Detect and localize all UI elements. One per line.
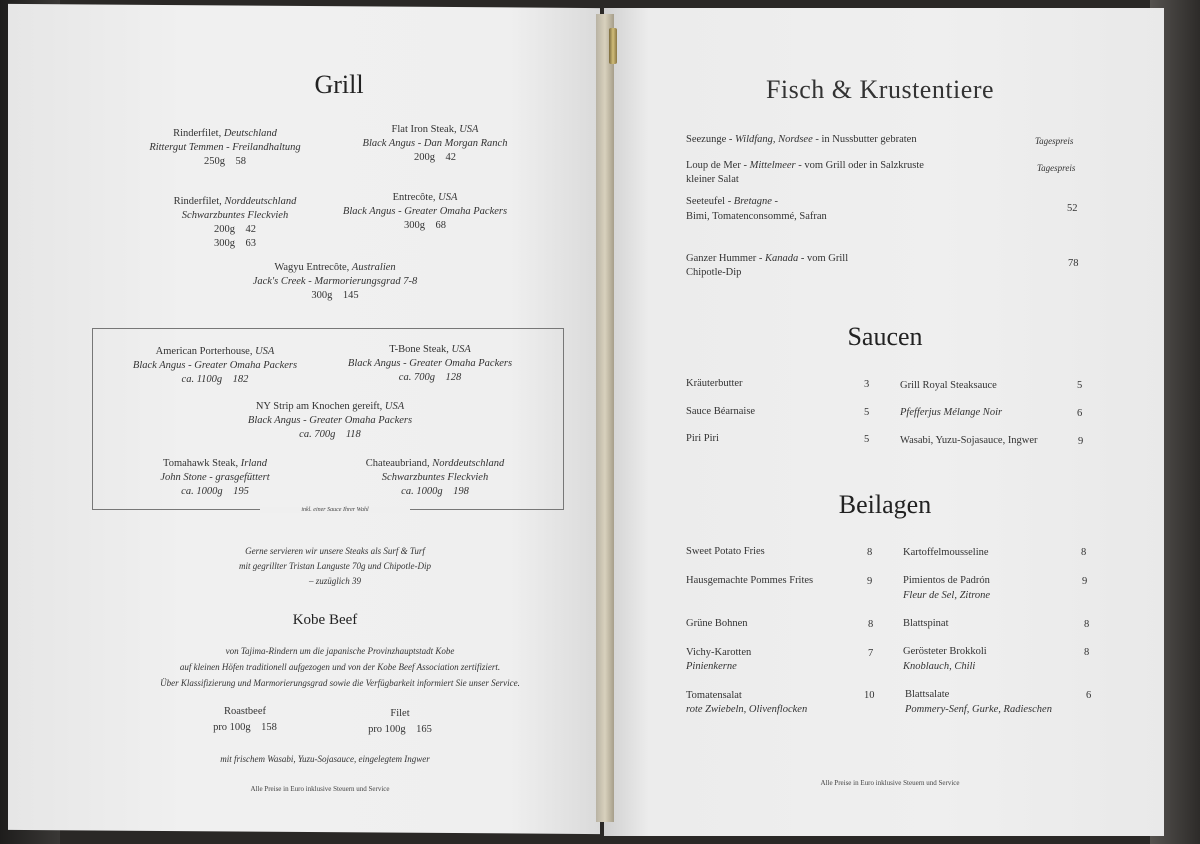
side-name: Pimientos de Padrón xyxy=(903,575,990,586)
kobe-item-price: pro 100g 158 xyxy=(213,722,277,733)
sauce-price: 5 xyxy=(864,434,870,445)
item-desc: Black Angus - Greater Omaha Packers xyxy=(247,415,413,426)
item-origin: Irland xyxy=(240,458,267,469)
item-rest: - in Nussbutter gebraten xyxy=(812,134,917,145)
item-name: Chateaubriand, xyxy=(365,458,430,469)
kobe-item-price: pro 100g 165 xyxy=(368,724,432,735)
item-portion: 200g 42 xyxy=(414,152,456,163)
menu-spine xyxy=(596,14,614,822)
item-name: NY Strip am Knochen gereift, xyxy=(255,401,383,412)
item-name: Tomahawk Steak, xyxy=(163,458,239,469)
sauce-name: Kräuterbutter xyxy=(686,378,743,389)
item-portion: 300g 68 xyxy=(404,220,446,231)
kobe-desc-line: Über Klassifizierung und Marmorierungsgrad sowie die Verfügbarkeit informiert Sie unser Service. xyxy=(160,678,520,688)
item-price: 78 xyxy=(1068,258,1079,269)
item-name: Wagyu Entrecôte, xyxy=(274,262,350,273)
side-price: 9 xyxy=(1082,576,1088,587)
item-origin: USA xyxy=(459,124,479,135)
item-line2: Bimi, Tomatenconsommé, Safran xyxy=(686,211,827,222)
beilagen-title: Beilagen xyxy=(838,490,932,519)
item-detail: - Mittelmeer xyxy=(740,160,796,171)
surf-turf-line: mit gegrillter Tristan Languste 70g und Chipotle-Dip xyxy=(238,561,431,571)
side-price: 8 xyxy=(1084,647,1090,658)
item-origin: Norddeutschland xyxy=(224,196,297,207)
item-name: Rinderfilet, xyxy=(173,196,222,207)
fish-title: Fisch & Krustentiere xyxy=(765,75,995,104)
item-detail: - Wildfang, Nordsee xyxy=(726,134,813,145)
item-name: Flat Iron Steak, xyxy=(391,124,457,135)
item-portion: ca. 700g 118 xyxy=(299,429,361,440)
sauce-price: 5 xyxy=(864,407,870,418)
saucen-title: Saucen xyxy=(847,322,923,351)
item-portion: 300g 63 xyxy=(214,238,256,249)
side-price: 9 xyxy=(867,576,873,587)
item-desc: Black Angus - Greater Omaha Packers xyxy=(347,358,513,369)
side-name: Sweet Potato Fries xyxy=(686,546,765,557)
sauce-name: Sauce Béarnaise xyxy=(686,406,756,417)
item-price: Tagespreis xyxy=(1035,136,1074,146)
item-rest: - vom Grill xyxy=(798,253,849,264)
item-origin: USA xyxy=(451,344,471,355)
kobe-title: Kobe Beef xyxy=(292,612,358,628)
sauce-name: Wasabi, Yuzu-Sojasauce, Ingwer xyxy=(900,435,1038,446)
side-name: Kartoffelmousseline xyxy=(903,547,989,558)
side-sub: Fleur de Sel, Zitrone xyxy=(903,590,991,601)
item-origin: USA xyxy=(438,192,458,203)
item-portion: ca. 1100g 182 xyxy=(181,374,249,385)
item-desc: Rittergut Temmen - Freilandhaltung xyxy=(149,142,301,153)
binding-clip xyxy=(609,28,617,64)
side-price: 8 xyxy=(1084,619,1090,630)
side-price: 6 xyxy=(1086,690,1092,701)
side-sub: rote Zwiebeln, Olivenflocken xyxy=(686,704,808,715)
item-name: Seeteufel xyxy=(686,196,726,207)
sauce-price: 3 xyxy=(864,379,870,390)
side-name: Hausgemachte Pommes Frites xyxy=(686,575,814,586)
side-price: 10 xyxy=(864,690,875,701)
side-price: 8 xyxy=(867,547,873,558)
item-desc: Jack's Creek - Marmorierungsgrad 7-8 xyxy=(252,276,418,287)
sauce-name: Piri Piri xyxy=(686,433,719,444)
sauce-name: Pfefferjus Mélange Noir xyxy=(900,407,1003,418)
item-name: Entrecôte, xyxy=(392,192,436,203)
item-name: Seezunge xyxy=(686,134,727,145)
left-footer: Alle Preise in Euro inklusive Steuern und Service xyxy=(250,785,390,793)
item-price: Tagespreis xyxy=(1037,163,1076,173)
item-name: American Porterhouse, xyxy=(155,346,253,357)
sauce-price: 9 xyxy=(1078,436,1084,447)
item-detail: - Bretagne - xyxy=(725,196,779,207)
side-name: Blattsalate xyxy=(905,689,950,700)
item-name: Loup de Mer xyxy=(686,160,741,171)
side-sub: Pinienkerne xyxy=(686,661,737,672)
side-name: Grüne Bohnen xyxy=(686,618,748,629)
side-name: Tomatensalat xyxy=(686,690,742,701)
item-line2: Chipotle-Dip xyxy=(686,267,742,278)
item-desc: Black Angus - Dan Morgan Ranch xyxy=(362,138,508,149)
item-portion: 250g 58 xyxy=(204,156,246,167)
item-origin: Australien xyxy=(351,262,396,273)
item-desc: Schwarzbuntes Fleckvieh xyxy=(381,472,489,483)
side-name: Gerösteter Brokkoli xyxy=(903,646,987,657)
item-portion: 300g 145 xyxy=(311,290,359,301)
item-name: Rinderfilet, xyxy=(173,128,222,139)
box-note: inkl. einer Sauce Ihrer Wahl xyxy=(260,507,410,513)
side-price: 8 xyxy=(1081,547,1087,558)
surf-turf-line: – zuzüglich 39 xyxy=(308,576,361,586)
kobe-item-name: Roastbeef xyxy=(224,706,266,717)
item-rest: - vom Grill oder in Salzkruste xyxy=(795,160,924,171)
side-sub: Pommery-Senf, Gurke, Radieschen xyxy=(905,704,1052,715)
item-desc: Black Angus - Greater Omaha Packers xyxy=(132,360,298,371)
kobe-desc-line: von Tajima-Rindern um die japanische Provinzhauptstadt Kobe xyxy=(225,646,455,656)
kobe-item-name: Filet xyxy=(390,708,410,719)
side-price: 8 xyxy=(868,619,874,630)
item-line2: kleiner Salat xyxy=(686,174,739,185)
item-origin: Norddeutschland xyxy=(432,458,505,469)
side-sub: Knoblauch, Chili xyxy=(903,661,976,672)
item-price: 52 xyxy=(1067,203,1078,214)
side-price: 7 xyxy=(868,648,874,659)
item-detail: - Kanada xyxy=(756,253,799,264)
item-desc: John Stone - grasgefüttert xyxy=(160,472,270,483)
item-portion: ca. 1000g 198 xyxy=(401,486,469,497)
sauce-price: 6 xyxy=(1077,408,1083,419)
item-portion: 200g 42 xyxy=(214,224,256,235)
item-portion: ca. 1000g 195 xyxy=(181,486,249,497)
sauce-name: Grill Royal Steaksauce xyxy=(900,380,997,391)
right-footer: Alle Preise in Euro inklusive Steuern und Service xyxy=(820,779,960,787)
item-origin: USA xyxy=(255,346,275,357)
item-desc: Schwarzbuntes Fleckvieh xyxy=(181,210,289,221)
item-desc: Black Angus - Greater Omaha Packers xyxy=(342,206,508,217)
kobe-desc-line: auf kleinen Höfen traditionell aufgezogen und von der Kobe Beef Association zertifiziert. xyxy=(179,662,501,672)
sauce-price: 5 xyxy=(1077,380,1083,391)
item-name: T-Bone Steak, xyxy=(389,344,449,355)
item-origin: USA xyxy=(384,401,405,412)
item-portion: ca. 700g 128 xyxy=(398,372,462,383)
grill-title: Grill xyxy=(314,70,364,99)
item-name: Ganzer Hummer xyxy=(686,253,757,264)
item-origin: Deutschland xyxy=(223,128,277,139)
surf-turf-line: Gerne servieren wir unsere Steaks als Surf & Turf xyxy=(245,546,425,556)
side-name: Blattspinat xyxy=(903,618,949,629)
side-name: Vichy-Karotten xyxy=(686,647,752,658)
kobe-note: mit frischem Wasabi, Yuzu-Sojasauce, eingelegtem Ingwer xyxy=(220,754,430,764)
